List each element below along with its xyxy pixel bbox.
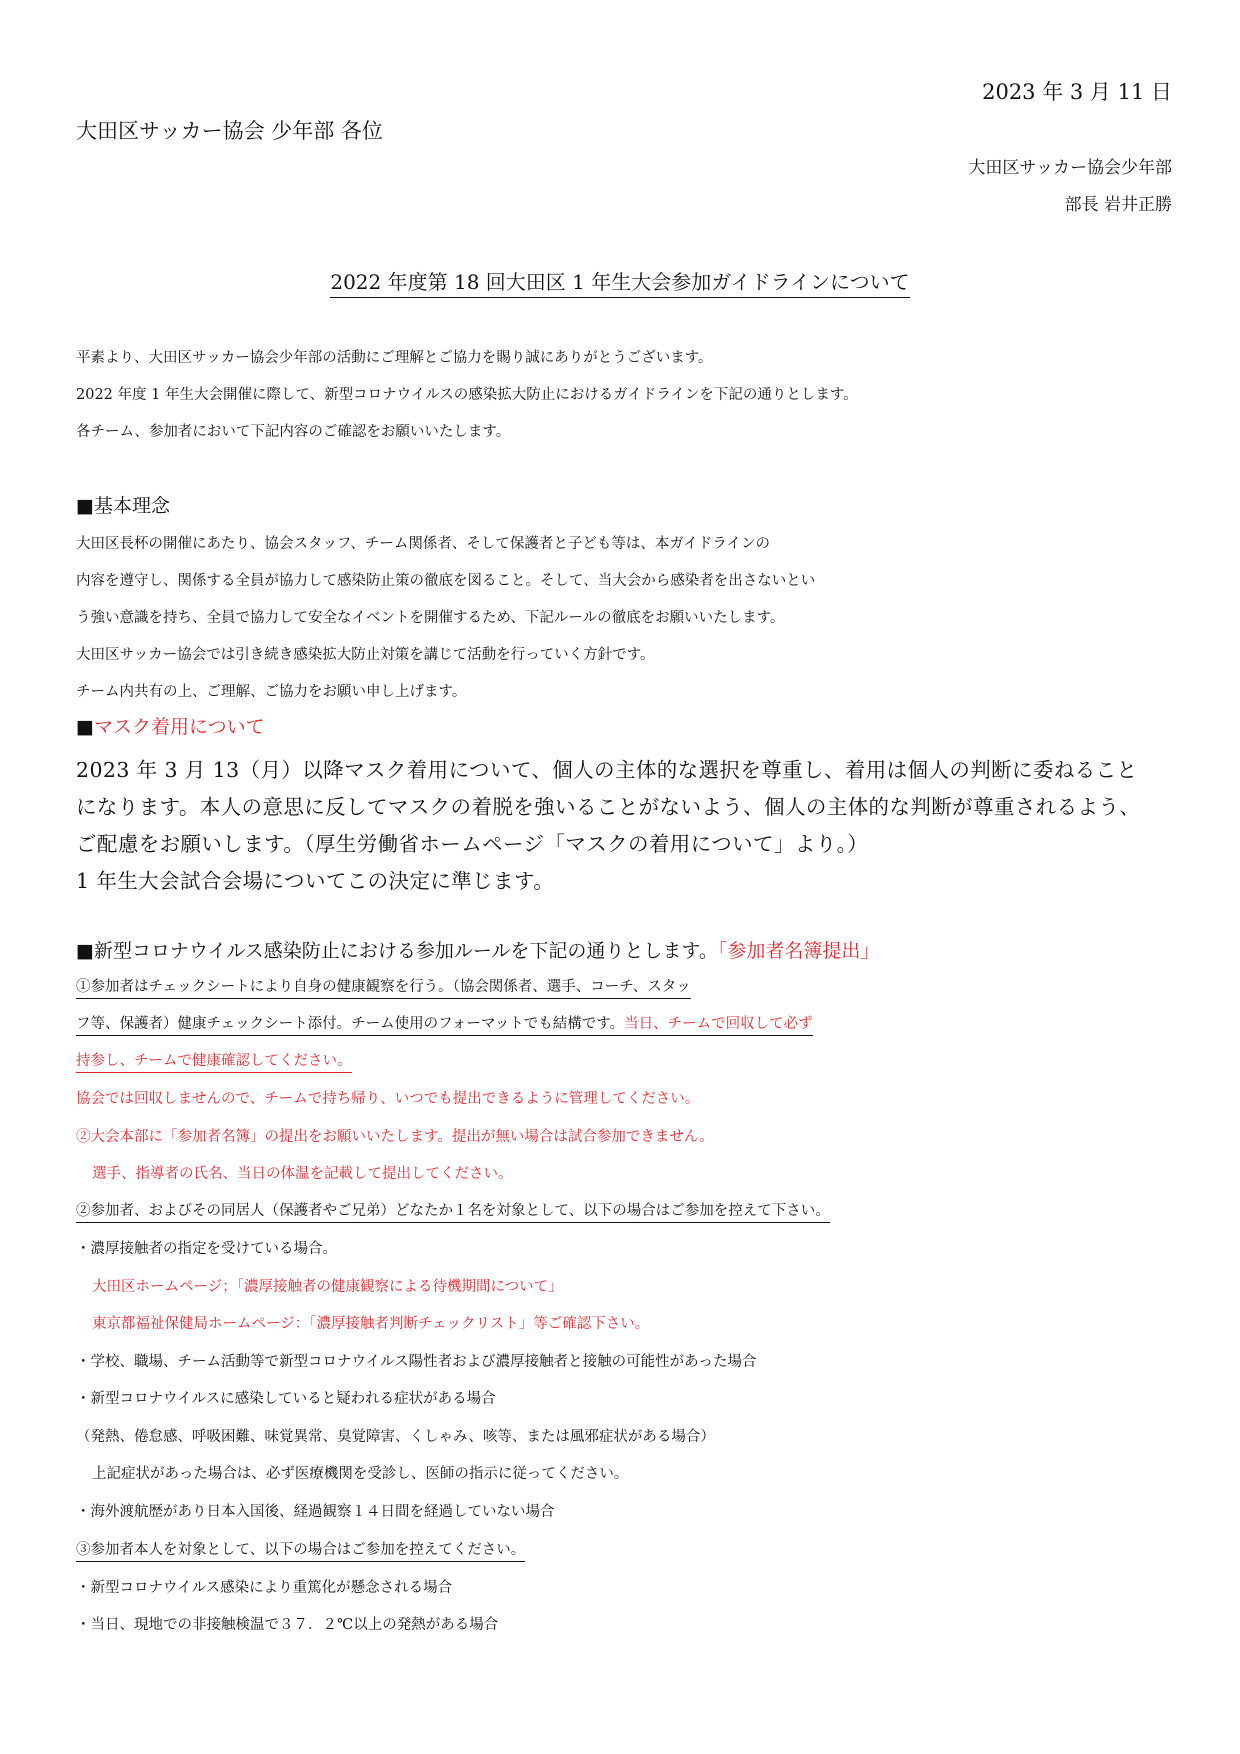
mask-line-3: ご配慮をお願いします。（厚生労働省ホームページ「マスクの着用について」より。） [76, 832, 869, 856]
mask-paragraph [76, 752, 1176, 900]
rule-1-line-3: 持参し、チームで健康確認してください。 [76, 1054, 352, 1069]
rule-2b-item-1-sub-2: 東京都福祉保健局ホームページ：「濃厚接触者判断チェックリスト」等ご確認下さい。 [92, 1316, 650, 1332]
mask-line-2: になります。本人の意思に反してマスクの着脱を強いることがないよう、個人の主体的な判断が尊重されるよう、 [76, 795, 1141, 819]
mask-line-4: 1 年生大会試合会場についてこの決定に準じます。 [76, 869, 555, 893]
rule-1-line-1: ①参加者はチェックシートにより自身の健康観察を行う。（協会関係者、選手、コーチ、スタッ [76, 980, 691, 995]
section-heading-mask-mark: ■ [76, 716, 94, 738]
rule-3-item-1: ・新型コロナウイルス感染により重篤化が懸念される場合 [76, 1580, 453, 1596]
recipient-line: 大田区サッカー協会 少年部 各位 [76, 119, 383, 143]
rule-1-line-2-red: 当日、チームで回収して必ず [624, 1016, 813, 1036]
document-title-text: 2022 年度第 18 回大田区 1 年生大会参加ガイドラインについて [330, 272, 909, 298]
intro-line-3: 各チーム、参加者において下記内容のご確認をお願いいたします。 [76, 424, 511, 440]
rule-2b-item-3-sub-2: 上記症状があった場合は、必ず医療機関を受診し、医師の指示に従ってください。 [92, 1466, 629, 1482]
sender-organization: 大田区サッカー協会少年部 [968, 158, 1172, 178]
rule-1-line-4: 協会では回収しませんので、チームで持ち帰り、いつでも提出できるように管理してください。 [76, 1091, 700, 1107]
section-heading-basic: ■基本理念 [76, 495, 170, 517]
rule-2b-item-3: ・新型コロナウイルスに感染していると疑われる症状がある場合 [76, 1391, 496, 1407]
rule-2a-line-1: ②大会本部に「参加者名簿」の提出をお願いいたします。提出が無い場合は試合参加できません。 [76, 1129, 714, 1145]
section-heading-mask-text: マスク着用について [93, 716, 265, 738]
mask-line-1: 2023 年 3 月 13（月）以降マスク着用について、個人の主体的な選択を尊重し、着用は個人の判断に委ねること [76, 758, 1138, 782]
basic-line-2: 内容を遵守し、関係する全員が協力して感染防止策の徹底を図ること。そして、当大会から感染者を出さないとい [76, 573, 816, 589]
rule-2b-item-1-sub-1: 大田区ホームページ；「濃厚接触者の健康観察による待機期間について」 [92, 1279, 563, 1295]
sender-name: 部長 岩井正勝 [1064, 195, 1172, 215]
intro-line-2: 2022 年度 1 年生大会開催に際して、新型コロナウイルスの感染拡大防止におけるガイドラインを下記の通りとします。 [76, 387, 858, 403]
rule-2b-item-3-sub-1: （発熱、倦怠感、呼吸困難、味覚異常、臭覚障害、くしゃみ、咳等、または風邪症状がある場合） [76, 1429, 715, 1445]
section-heading-mask [76, 718, 265, 737]
section-heading-rules-text: ■新型コロナウイルス感染防止における参加ルールを下記の通りとします。 [76, 940, 718, 962]
document-title [0, 272, 1240, 298]
rule-2b-heading: ②参加者、およびその同居人（保護者やご兄弟）どなたか１名を対象として、以下の場合はご参加を控えて下さい。 [76, 1204, 830, 1219]
document-date: 2023 年 3 月 11 日 [982, 80, 1172, 104]
rule-3-item-2: ・当日、現地での非接触検温で３７．２℃以上の発熱がある場合 [76, 1617, 499, 1633]
rule-2b-item-1: ・濃厚接触者の指定を受けている場合。 [76, 1241, 337, 1257]
rule-2b-item-2: ・学校、職場、チーム活動等で新型コロナウイルス陽性者および濃厚接触者と接触の可能性があった場合 [76, 1354, 757, 1370]
basic-line-4: 大田区サッカー協会では引き続き感染拡大防止対策を講じて活動を行っていく方針です。 [76, 647, 655, 663]
rule-2a-line-2: 選手、指導者の氏名、当日の体温を記載して提出してください。 [92, 1166, 513, 1182]
section-heading-rules-red: 「参加者名簿提出」 [717, 940, 880, 962]
rule-1-line-2 [76, 1017, 813, 1032]
rule-3-heading: ③参加者本人を対象として、以下の場合はご参加を控えてください。 [76, 1543, 525, 1558]
basic-line-1: 大田区長杯の開催にあたり、協会スタッフ、チーム関係者、そして保護者と子ども等は、本ガイドラインの [76, 536, 770, 552]
basic-line-3: う強い意識を持ち、全員で協力して安全なイベントを開催するため、下記ルールの徹底をお願いいたします。 [76, 610, 785, 626]
section-heading-rules [76, 942, 879, 961]
rule-1-line-2-black: フ等、保護者）健康チェックシート添付。チーム使用のフォーマットでも結構です。 [76, 1016, 624, 1036]
basic-line-5: チーム内共有の上、ご理解、ご協力をお願い申し上げます。 [76, 684, 467, 700]
intro-line-1: 平素より、大田区サッカー協会少年部の活動にご理解とご協力を賜り誠にありがとうございます。 [76, 350, 713, 366]
rule-2b-item-4: ・海外渡航歴があり日本入国後、経過観察１４日間を経過していない場合 [76, 1504, 555, 1520]
